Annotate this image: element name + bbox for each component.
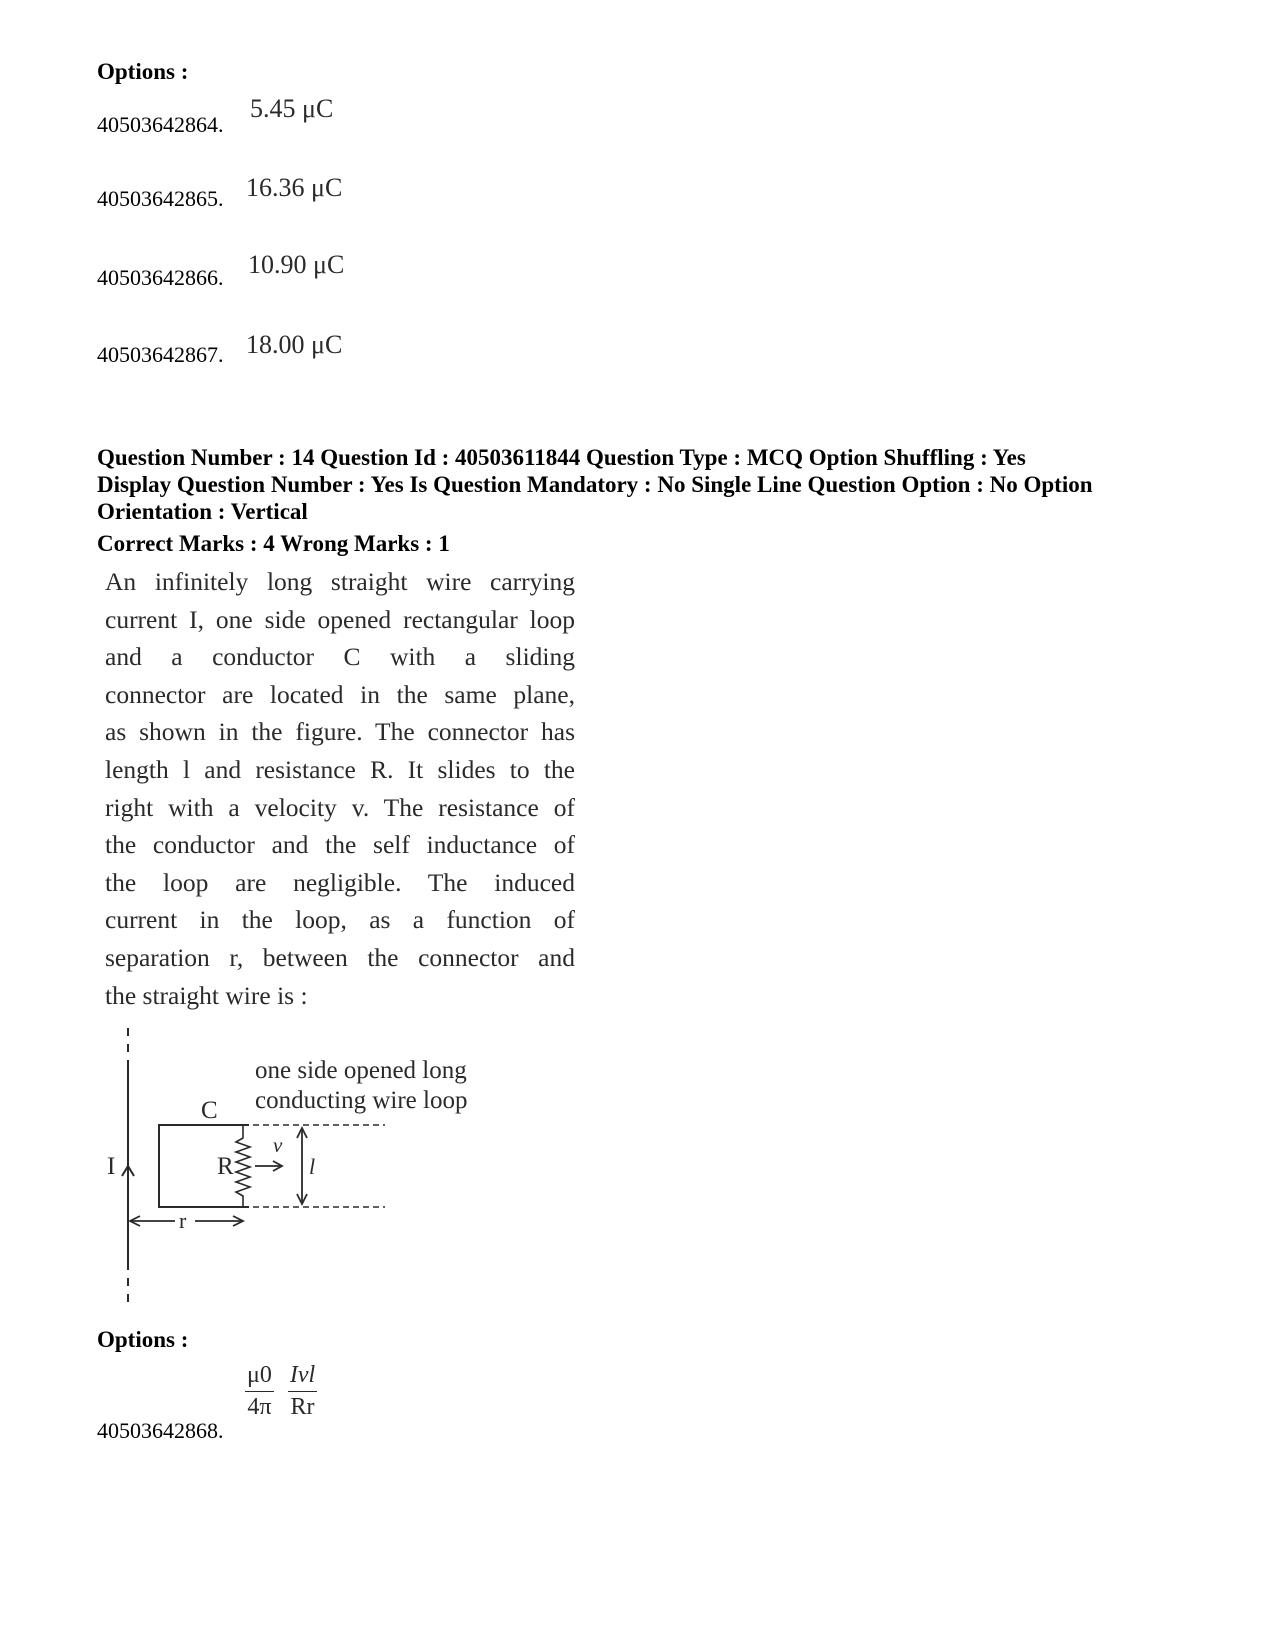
resistor-zigzag [236,1125,250,1207]
label-c: C [201,1097,218,1124]
question-text-line: length l and resistance R. It slides to the [105,754,575,784]
question-text-line: connector are located in the same plane, [105,679,575,709]
options-heading: Options : [97,1327,189,1352]
label-current: I [107,1153,116,1180]
question-text-line: separation r, between the connector and [105,942,575,972]
question-text-line: the loop are negligible. The induced [105,867,575,897]
option-formula [245,1362,317,1421]
fraction-numerator: Ivl [288,1362,317,1392]
question-meta-line: Question Number : 14 Question Id : 40503611844 Question Type : MCQ Option Shuffling : Yes [97,445,1026,470]
question-meta-line: Orientation : Vertical [97,499,308,524]
fraction-denominator: Rr [290,1394,315,1420]
question-text-line: the straight wire is : [105,980,308,1010]
figure-caption: conducting wire loop [255,1087,468,1114]
label-resistance: R [217,1153,234,1180]
option-value: 16.36 μC [246,173,343,202]
question-text-line: and a conductor C with a sliding [105,642,575,672]
question-text-line: right with a velocity v. The resistance of [105,792,575,822]
fraction [288,1362,317,1421]
question-text-line: the conductor and the self inductance of [105,830,575,860]
fraction [245,1362,274,1421]
question-meta-line: Display Question Number : Yes Is Question Mandatory : No Single Line Question Option : No Option [97,472,1093,497]
question-text-line: An infinitely long straight wire carrying [105,567,575,596]
option-number: 40503642866. [97,265,224,290]
question-text-line: current I, one side opened rectangular loop [105,604,575,634]
question-text [105,563,575,1014]
option-value: 10.90 μC [248,250,345,279]
option-value: 18.00 μC [246,330,343,359]
option-number: 40503642864. [97,112,224,137]
fraction-numerator: μ0 [245,1362,274,1392]
question-text-line: as shown in the figure. The connector has [105,717,575,747]
option-value: 5.45 μC [250,94,334,123]
option-number: 40503642868. [97,1418,224,1443]
label-separation: r [179,1208,187,1233]
options-heading-prev: Options : [97,59,189,84]
option-number: 40503642867. [97,342,224,367]
option-number: 40503642865. [97,186,224,211]
question-text-line: current in the loop, as a function of [105,905,575,935]
label-velocity: v [273,1133,283,1157]
circuit-figure [95,1020,515,1320]
fraction-denominator: 4π [247,1394,272,1420]
figure-caption: one side opened long [255,1057,467,1084]
label-length: l [309,1154,316,1179]
question-marks: Correct Marks : 4 Wrong Marks : 1 [97,531,450,556]
